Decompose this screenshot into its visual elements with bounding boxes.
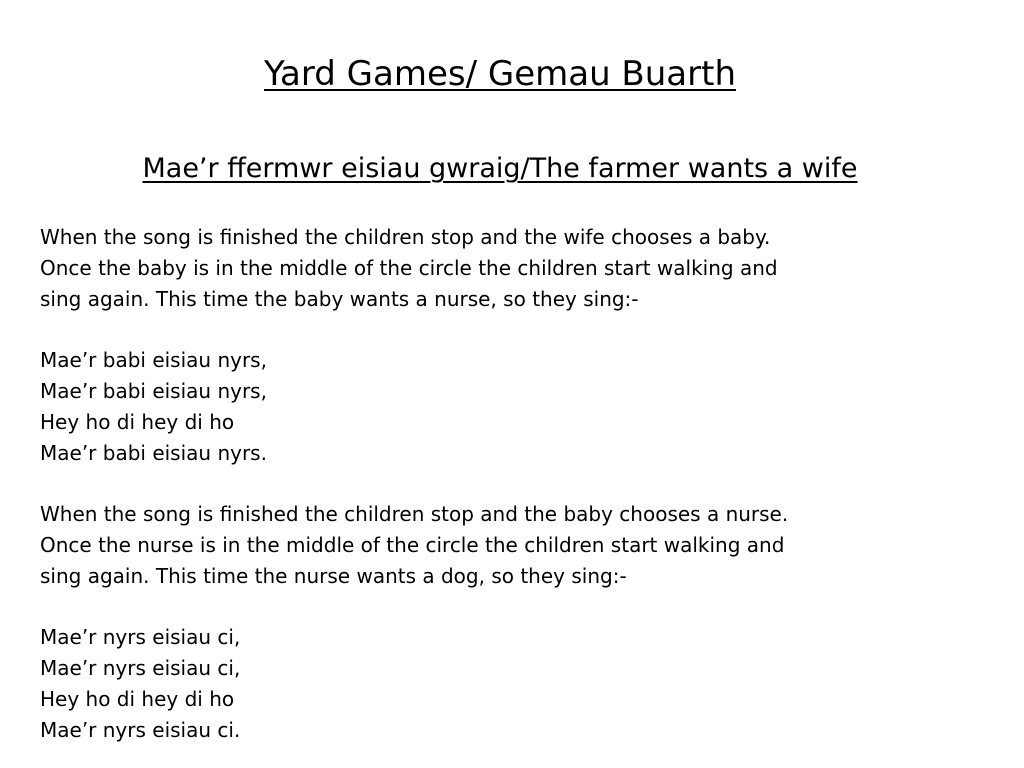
game-subtitle: Mae’r ffermwr eisiau gwraig/The farmer wants a wife xyxy=(142,153,858,184)
verse-line: Mae’r nyrs eisiau ci. xyxy=(40,717,241,742)
verse-line: Hey ho di hey di ho xyxy=(40,409,235,434)
verse-line: Mae’r nyrs eisiau ci, xyxy=(40,656,241,681)
paragraph-line: When the song is finished the children stop and the baby chooses a nurse. xyxy=(40,502,789,527)
paragraph-line: Once the nurse is in the middle of the circle the children start walking and xyxy=(40,532,785,557)
spacer xyxy=(40,592,1000,623)
verse-line: Mae’r babi eisiau nyrs, xyxy=(40,378,267,403)
verse-line: Mae’r babi eisiau nyrs, xyxy=(40,348,267,373)
paragraph-line: sing again. This time the baby wants a nurse, so they sing:- xyxy=(40,286,639,311)
game-instructions xyxy=(40,222,1000,746)
spacer xyxy=(40,468,1000,499)
verse-line: Mae’r babi eisiau nyrs. xyxy=(40,440,267,465)
page-title: Yard Games/ Gemau Buarth xyxy=(263,54,737,94)
spacer xyxy=(40,314,1000,345)
verse-line: Mae’r nyrs eisiau ci, xyxy=(40,625,241,650)
paragraph-line: sing again. This time the nurse wants a dog, so they sing:- xyxy=(40,563,627,588)
verse-line: Hey ho di hey di ho xyxy=(40,686,235,711)
paragraph-line: When the song is finished the children stop and the wife chooses a baby. xyxy=(40,225,771,249)
paragraph-line: Once the baby is in the middle of the circle the children start walking and xyxy=(40,255,778,280)
